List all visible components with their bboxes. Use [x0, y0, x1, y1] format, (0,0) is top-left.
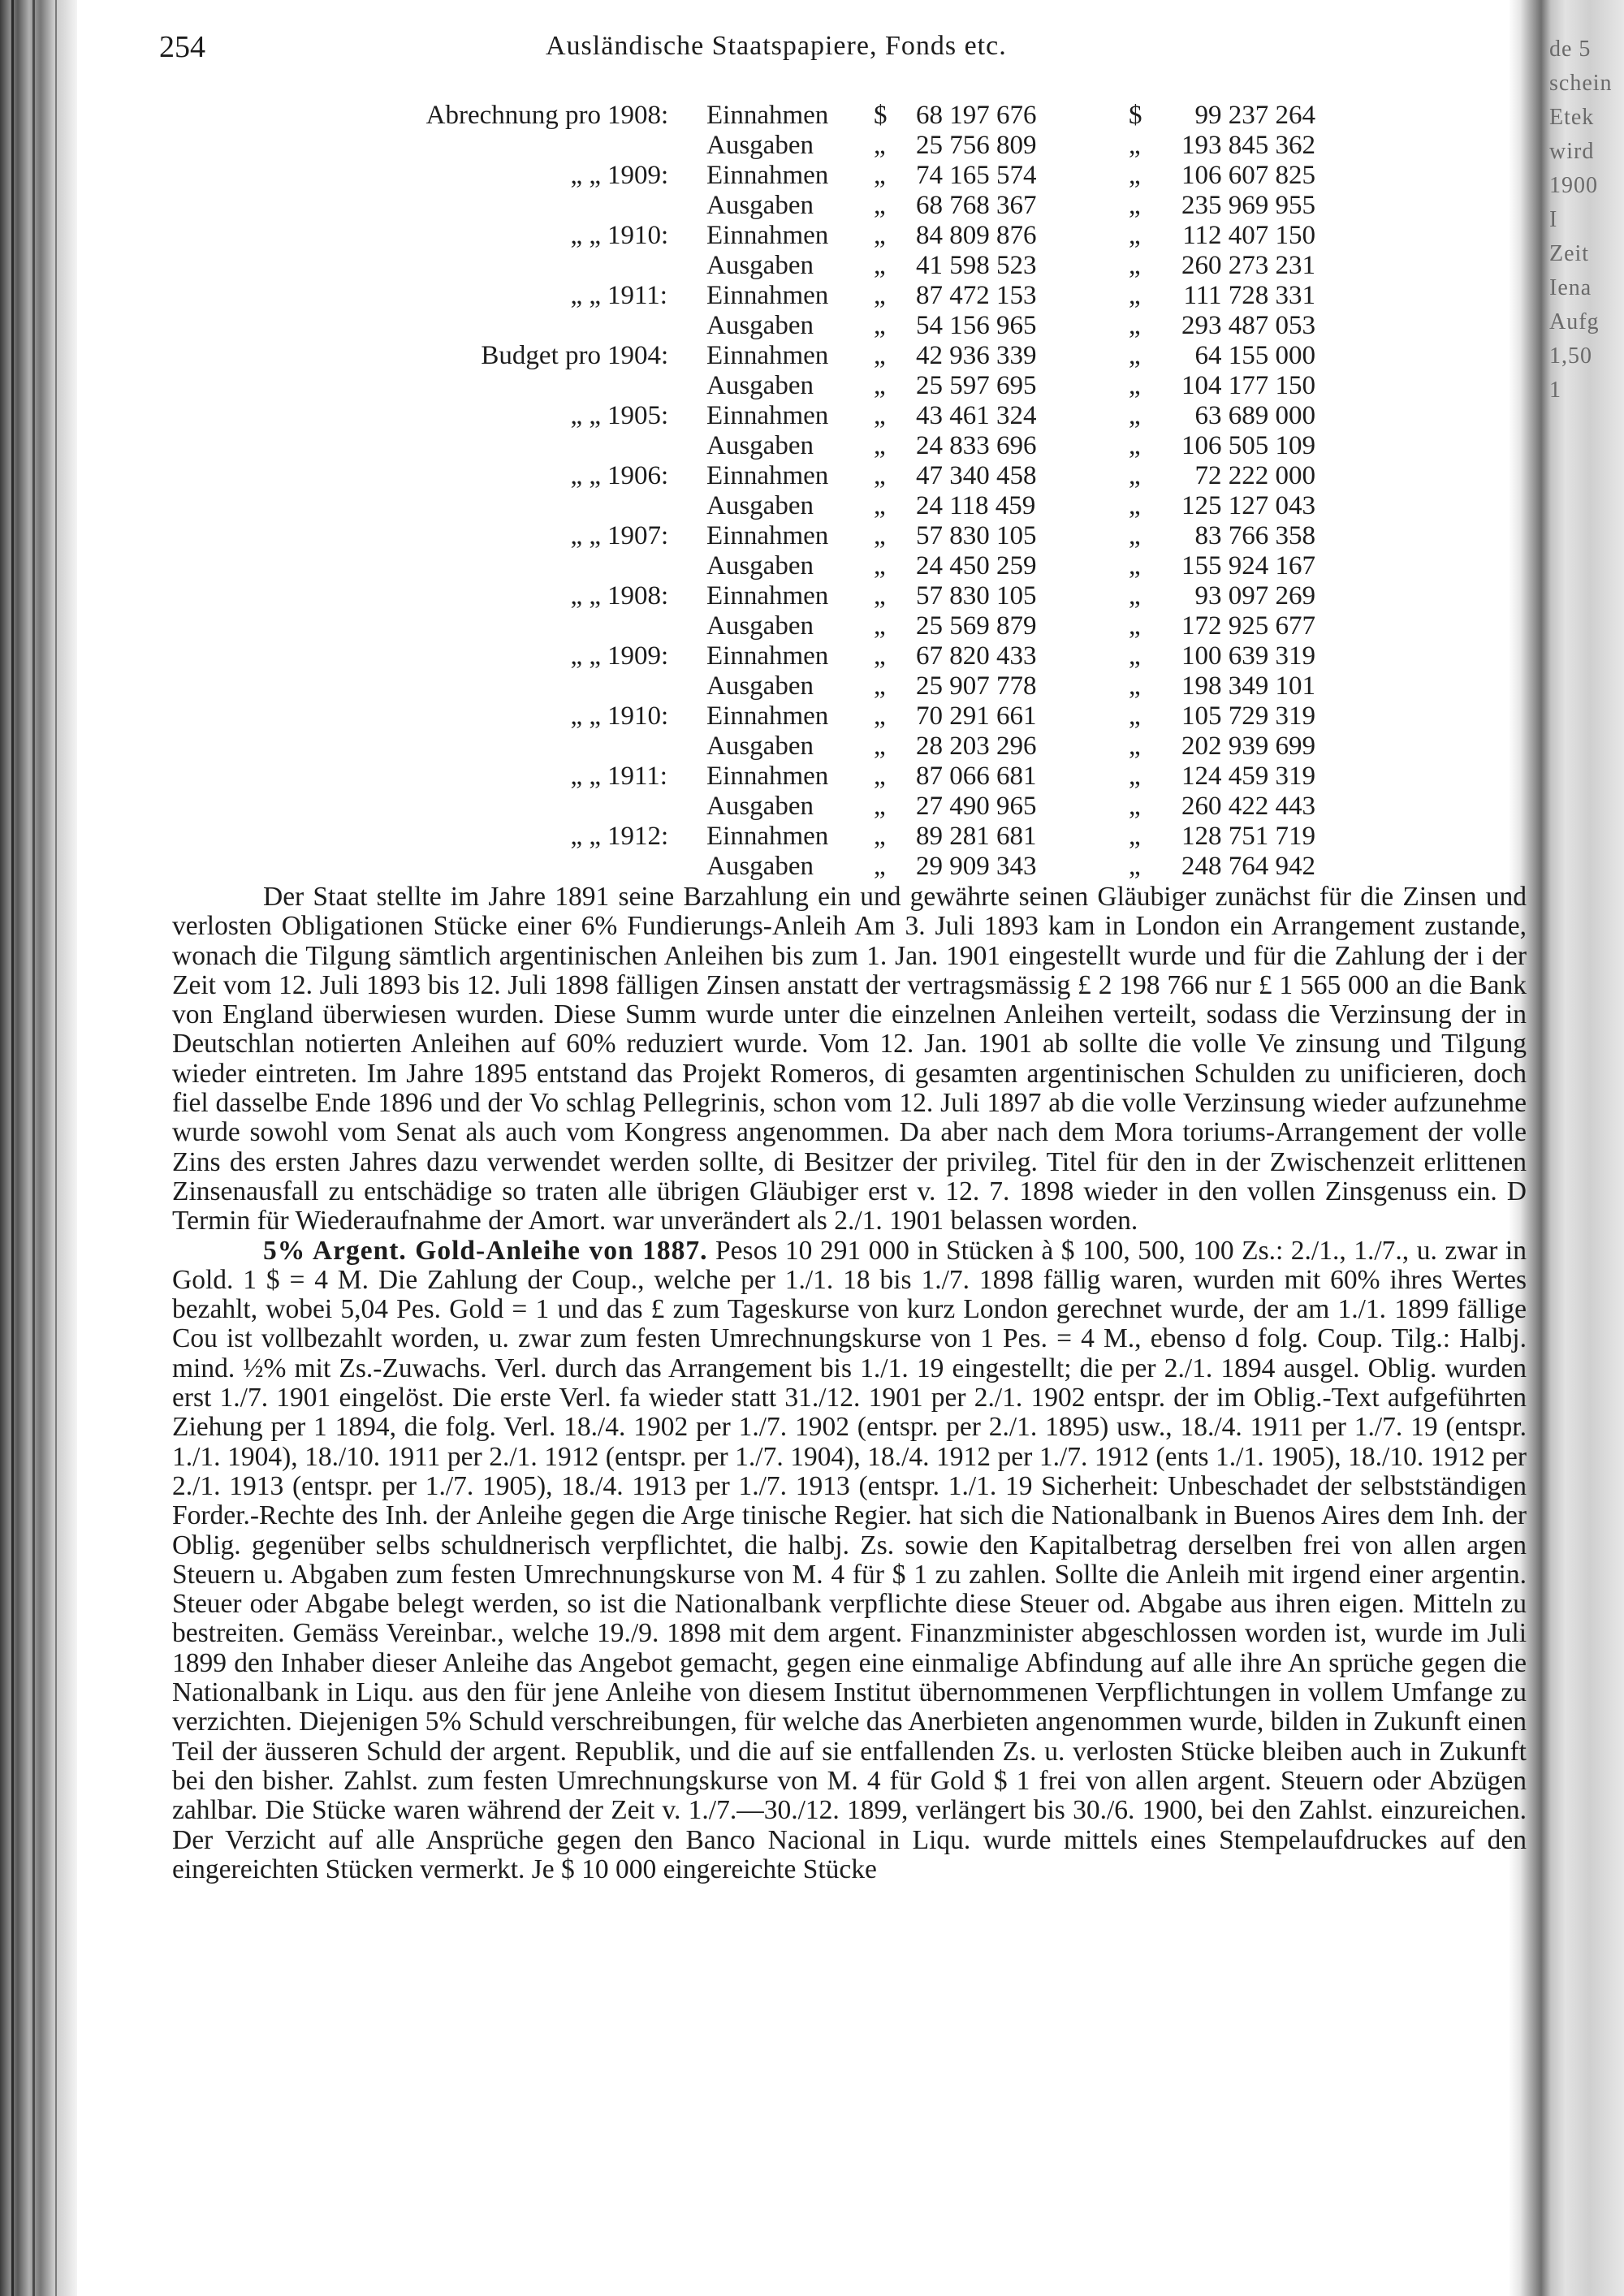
currency-mark-2: „: [1129, 401, 1141, 430]
value-col-1: 42 936 339: [916, 341, 1037, 370]
currency-mark-1: „: [874, 611, 886, 641]
margin-fragment: Etek: [1549, 105, 1595, 130]
value-col-2: 128 751 719: [1181, 822, 1315, 851]
currency-mark-1: „: [874, 732, 886, 761]
value-col-1: 74 165 574: [916, 161, 1037, 190]
currency-mark-1: „: [874, 221, 886, 250]
next-page-text-fragments: [1549, 32, 1624, 408]
row-kind: „ „: [570, 521, 601, 550]
currency-mark-2: „: [1129, 762, 1141, 791]
value-col-1: 27 490 965: [916, 792, 1037, 821]
row-kind: „ „: [570, 762, 601, 791]
value-col-2: 172 925 677: [1181, 611, 1315, 641]
value-col-2: 93 097 269: [1194, 581, 1315, 611]
finance-row: [0, 852, 1527, 882]
currency-mark-2: „: [1129, 641, 1141, 671]
finance-row: [0, 311, 1527, 341]
finance-row: [0, 671, 1527, 701]
value-col-2: 105 729 319: [1181, 701, 1315, 731]
finance-row: [0, 191, 1527, 221]
currency-mark-1: „: [874, 191, 886, 220]
margin-fragment: wird: [1549, 139, 1595, 164]
row-year: 1910:: [607, 221, 669, 250]
value-col-1: 89 281 681: [916, 822, 1037, 851]
row-kind: „ „: [570, 641, 601, 671]
currency-mark-2: „: [1129, 311, 1141, 340]
row-kind: Abrechnung pro: [425, 101, 601, 130]
row-kind: „ „: [570, 401, 601, 430]
currency-mark-1: „: [874, 431, 886, 460]
currency-mark-1: „: [874, 671, 886, 701]
finance-row: [0, 611, 1527, 641]
currency-mark-2: „: [1129, 341, 1141, 370]
row-label: Einnahmen: [706, 822, 829, 851]
value-col-1: 70 291 661: [916, 701, 1037, 731]
value-col-1: 67 820 433: [916, 641, 1037, 671]
row-label: Ausgaben: [706, 371, 814, 400]
row-label: Einnahmen: [706, 701, 829, 731]
value-col-1: 84 809 876: [916, 221, 1037, 250]
finance-row: [0, 581, 1527, 611]
row-label: Einnahmen: [706, 281, 829, 310]
finance-row: [0, 281, 1527, 311]
running-title: Ausländische Staatspapiere, Fonds etc.: [546, 31, 1007, 61]
row-label: Ausgaben: [706, 131, 814, 160]
value-col-1: 24 118 459: [916, 491, 1036, 520]
finance-row: [0, 701, 1527, 732]
loan-text: Pesos 10 291 000 in Stücken à $ 100, 500, 100 Zs.: 2./1., 1./7., u. zwar in Gold. 1 $ = 4 M. Die Zahlung der Coup., welche per 1./1. 18 bis 1./7. 1898 fällig waren, wurden mit 60% ihres Wertes bezahlt, wobei 5,04 Pes. Gold = 1 und das £ zum Tageskurse von kurz London gerechnet wurde, der am 1./1. 1899 fällige Cou ist vollbezahlt worden, u. zwar zum festen Umrechnungskurse von 1 Pes. = 4 M., ebenso d folg. Coup. Tilg.: Halbj. mind. ½% mit Zs.-Zuwachs. Verl. durch das Arrangement bis 1./1. 19 eingestellt; die per 2./1. 1894 ausgel. Oblig. wurden erst 1./7. 1901 eingelöst. Die erste Verl. fa wieder statt 31./12. 1901 per 2./1. 1902 entspr. der im Oblig.-Text aufgeführten Ziehung per 1 1894, die folg. Verl. 18./4. 1902 per 1./7. 1902 (entspr. per 2./1. 1895) usw., 18./4. 1911 per 1./7. 19 (entspr. 1./1. 1904), 18./10. 1911 per 2./1. 1912 (entspr. per 1./7. 1904), 18./4. 1912 per 1./7. 1912 (ents 1./1. 1905), 18./10. 1912 per 2./1. 1913 (entspr. per 1./7. 1905), 18./4. 1913 per 1./7. 1913 (entspr. 1./1. 19 Sicherheit: Unbeschadet der selbstständigen Forder.-Rechte des Inh. der Anleihe gegen die Arge tinische Regier. hat sich die Nationalbank in Buenos Aires dem Inh. der Oblig. gegenüber selbs schuldnerisch verpflichtet, die halbj. Zs. sowie den Kapitalbetrag derselben frei von allen argen Steuern u. Abgaben zum festen Umrechnungskurse von M. 4 für $ 1 zu zahlen. Sollte die Anleih mit irgend einer argentin. Steuer oder Abgabe belegt werden, so ist die Nationalbank verpflichte diese Steuer od. Abgabe aus ihren eigen. Mitteln zu bestreiten. Gemäss Vereinbar., welche 19./9. 1898 mit dem argent. Finanzminister abgeschlossen worden ist, wurde im Juli 1899 den Inhaber dieser Anleihe das Angebot gemacht, gegen eine einmalige Abfindung auf alle ihre An sprüche gegen die Nationalbank in Liqu. aus den für jene Anleihe von diesem Institut übernommenen Verpflichtungen in vollem Umfange zu verzichten. Diejenigen 5% Schuld verschreibungen, für welche das Anerbieten angenommen wurde, bilden in Zukunft einen Teil der äusseren Schuld der argent. Republik, und die auf sie entfallenden Zs. u. verlosten Stücke bleiben auch in Zukunft bei den bisher. Zahlst. zum festen Umrechnungskurse von M. 4 für Gold $ 1 frei von allen argent. Steuern oder Abzügen zahlbar. Die Stücke waren während der Zeit v. 1./7.—30./12. 1899, verlängert bis 30./6. 1900, bei den Zahlst. einzureichen. Der Verzicht auf alle Ansprüche gegen den Banco Nacional in Liqu. wurde mittels eines Stempelaufdruckes auf den eingereichten Stücken vermerkt. Je $ 10 000 eingereichte Stücke: [172, 1235, 1527, 1884]
row-year: 1911:: [607, 762, 667, 791]
row-label: Ausgaben: [706, 311, 814, 340]
margin-fragment: Iena: [1549, 275, 1592, 300]
currency-mark-1: „: [874, 762, 886, 791]
currency-mark-1: „: [874, 401, 886, 430]
row-kind: „ „: [570, 221, 601, 250]
currency-mark-1: „: [874, 822, 886, 851]
finance-row: [0, 431, 1527, 461]
finance-table: [0, 101, 1527, 882]
row-label: Ausgaben: [706, 671, 814, 701]
row-label: Ausgaben: [706, 191, 814, 220]
row-label: Ausgaben: [706, 611, 814, 641]
value-col-2: 83 766 358: [1194, 521, 1315, 550]
currency-mark-2: „: [1129, 491, 1141, 520]
currency-mark-2: „: [1129, 792, 1141, 821]
row-label: Ausgaben: [706, 251, 814, 280]
value-col-1: 25 907 778: [916, 671, 1037, 701]
value-col-1: 68 197 676: [916, 101, 1037, 130]
value-col-2: 112 407 150: [1182, 221, 1315, 250]
currency-mark-2: „: [1129, 191, 1141, 220]
value-col-1: 68 768 367: [916, 191, 1037, 220]
finance-row: [0, 251, 1527, 281]
value-col-1: 25 597 695: [916, 371, 1037, 400]
finance-row: [0, 341, 1527, 371]
currency-mark-2: „: [1129, 521, 1141, 550]
value-col-1: 28 203 296: [916, 732, 1037, 761]
row-label: Einnahmen: [706, 341, 829, 370]
value-col-1: 29 909 343: [916, 852, 1037, 881]
margin-fragment: schein: [1549, 71, 1613, 96]
currency-mark-1: „: [874, 521, 886, 550]
currency-mark-1: „: [874, 792, 886, 821]
value-col-1: 57 830 105: [916, 581, 1037, 611]
row-kind: „ „: [570, 461, 601, 490]
value-col-2: 106 505 109: [1181, 431, 1315, 460]
currency-mark-2: „: [1129, 221, 1141, 250]
value-col-2: 63 689 000: [1194, 401, 1315, 430]
currency-mark-2: „: [1129, 461, 1141, 490]
value-col-2: 100 639 319: [1181, 641, 1315, 671]
row-label: Einnahmen: [706, 641, 829, 671]
finance-row: [0, 732, 1527, 762]
row-label: Ausgaben: [706, 551, 814, 580]
value-col-2: 260 273 231: [1181, 251, 1315, 280]
value-col-2: 125 127 043: [1181, 491, 1315, 520]
currency-mark-1: $: [874, 101, 888, 130]
value-col-2: 198 349 101: [1181, 671, 1315, 701]
currency-mark-2: „: [1129, 671, 1141, 701]
currency-mark-1: „: [874, 461, 886, 490]
currency-mark-2: „: [1129, 822, 1141, 851]
row-label: Einnahmen: [706, 161, 829, 190]
value-col-1: 24 450 259: [916, 551, 1037, 580]
finance-row: [0, 792, 1527, 822]
value-col-1: 54 156 965: [916, 311, 1037, 340]
currency-mark-1: „: [874, 281, 886, 310]
margin-fragment: de 5: [1549, 37, 1592, 62]
value-col-1: 24 833 696: [916, 431, 1037, 460]
row-label: Ausgaben: [706, 852, 814, 881]
row-label: Einnahmen: [706, 221, 829, 250]
currency-mark-2: „: [1129, 161, 1141, 190]
row-year: 1909:: [607, 161, 669, 190]
currency-mark-2: „: [1129, 551, 1141, 580]
paragraph-state-history: Der Staat stellte im Jahre 1891 seine Barzahlung ein und gewährte seinen Gläubiger zunächst für die Zinsen und verlosten Obligationen Stücke einer 6% Fundierungs-Anleih Am 3. Juli 1893 kam in London ein Arrangement zustande, wonach die Tilgung sämtlich argentinischen Anleihen bis zum 1. Jan. 1901 eingestellt wurde und für die Zahlung der i der Zeit vom 12. Juli 1893 bis 12. Juli 1898 fälligen Zinsen anstatt der vertragsmässig £ 2 198 766 nur £ 1 565 000 an die Bank von England überwiesen wurden. Diese Summ wurde unter die einzelnen Anleihen verteilt, sodass die Verzinsung der in Deutschlan notierten Anleihen auf 60% reduziert wurde. Vom 12. Jan. 1901 ab sollte die volle Ve zinsung und Tilgung wieder eintreten. Im Jahre 1895 entstand das Projekt Romeros, di gesamten argentinischen Schulden zu unificieren, doch fiel dasselbe Ende 1896 und der Vo schlag Pellegrinis, schon vom 12. Juli 1897 ab die volle Verzinsung wieder aufzunehme wurde sowohl vom Senat als auch vom Kongress angenommen. Da aber nach dem Mora toriums-Arrangement der volle Zins des ersten Jahres dazu verwendet werden sollte, di Besitzer der privileg. Titel für den in der Zwischenzeit erlittenen Zinsenausfall zu entschädige so traten alle übrigen Gläubiger erst v. 12. 7. 1898 wieder in den vollen Zinsgenuss ein. D Termin für Wiederaufnahme der Amort. war unverändert als 2./1. 1901 belassen worden.: [172, 883, 1527, 1236]
currency-mark-1: „: [874, 701, 886, 731]
value-col-2: 193 845 362: [1181, 131, 1315, 160]
row-kind: „ „: [570, 701, 601, 731]
finance-row: [0, 101, 1527, 131]
value-col-2: 104 177 150: [1181, 371, 1315, 400]
row-kind: „ „: [570, 822, 601, 851]
row-year: 1906:: [607, 461, 669, 490]
value-col-2: 99 237 264: [1194, 101, 1315, 130]
row-label: Ausgaben: [706, 732, 814, 761]
finance-row: [0, 461, 1527, 491]
finance-row: [0, 131, 1527, 161]
page-number: 254: [159, 30, 205, 64]
currency-mark-1: „: [874, 371, 886, 400]
value-col-1: 41 598 523: [916, 251, 1037, 280]
value-col-2: 72 222 000: [1194, 461, 1315, 490]
value-col-1: 57 830 105: [916, 521, 1037, 550]
currency-mark-1: „: [874, 131, 886, 160]
row-kind: Budget pro: [481, 341, 601, 370]
row-year: 1908:: [607, 101, 669, 130]
finance-row: [0, 762, 1527, 792]
margin-fragment: Aufg: [1549, 309, 1600, 334]
finance-row: [0, 161, 1527, 191]
row-year: 1905:: [607, 401, 669, 430]
value-col-1: 25 756 809: [916, 131, 1037, 160]
finance-row: [0, 401, 1527, 431]
row-year: 1910:: [607, 701, 669, 731]
currency-mark-1: „: [874, 551, 886, 580]
finance-row: [0, 822, 1527, 852]
row-year: 1911:: [607, 281, 667, 310]
value-col-1: 43 461 324: [916, 401, 1037, 430]
currency-mark-2: „: [1129, 732, 1141, 761]
paragraph-gold-loan: [172, 1236, 1527, 1885]
value-col-2: 155 924 167: [1181, 551, 1315, 580]
finance-row: [0, 521, 1527, 551]
currency-mark-1: „: [874, 641, 886, 671]
finance-row: [0, 491, 1527, 521]
row-label: Einnahmen: [706, 581, 829, 611]
row-kind: „ „: [570, 281, 601, 310]
currency-mark-2: „: [1129, 852, 1141, 881]
value-col-1: 47 340 458: [916, 461, 1037, 490]
row-year: 1912:: [607, 822, 669, 851]
value-col-2: 124 459 319: [1181, 762, 1315, 791]
margin-fragment: 1: [1549, 378, 1561, 403]
margin-fragment: 1,50: [1549, 343, 1592, 369]
currency-mark-2: „: [1129, 431, 1141, 460]
loan-heading: 5% Argent. Gold-Anleihe von 1887.: [263, 1235, 708, 1266]
value-col-2: 106 607 825: [1181, 161, 1315, 190]
value-col-2: 111 728 331: [1183, 281, 1315, 310]
currency-mark-1: „: [874, 852, 886, 881]
value-col-1: 25 569 879: [916, 611, 1037, 641]
row-year: 1908:: [607, 581, 669, 611]
finance-row: [0, 551, 1527, 581]
row-year: 1904:: [607, 341, 669, 370]
currency-mark-2: $: [1129, 101, 1142, 130]
margin-fragment: 1900: [1549, 173, 1598, 198]
row-year: 1907:: [607, 521, 669, 550]
finance-row: [0, 221, 1527, 251]
row-label: Einnahmen: [706, 521, 829, 550]
value-col-2: 202 939 699: [1181, 732, 1315, 761]
currency-mark-2: „: [1129, 701, 1141, 731]
currency-mark-2: „: [1129, 581, 1141, 611]
currency-mark-1: „: [874, 251, 886, 280]
row-label: Einnahmen: [706, 401, 829, 430]
currency-mark-2: „: [1129, 371, 1141, 400]
margin-fragment: Zeit: [1549, 241, 1590, 266]
value-col-2: 235 969 955: [1181, 191, 1315, 220]
currency-mark-2: „: [1129, 281, 1141, 310]
row-label: Einnahmen: [706, 101, 829, 130]
row-kind: „ „: [570, 161, 601, 190]
value-col-2: 260 422 443: [1181, 792, 1315, 821]
currency-mark-1: „: [874, 341, 886, 370]
finance-row: [0, 371, 1527, 401]
value-col-1: 87 066 681: [916, 762, 1037, 791]
currency-mark-1: „: [874, 161, 886, 190]
row-label: Ausgaben: [706, 491, 814, 520]
finance-row: [0, 641, 1527, 671]
value-col-2: 293 487 053: [1181, 311, 1315, 340]
value-col-2: 64 155 000: [1194, 341, 1315, 370]
currency-mark-1: „: [874, 491, 886, 520]
margin-fragment: I: [1549, 207, 1558, 232]
currency-mark-2: „: [1129, 611, 1141, 641]
value-col-2: 248 764 942: [1181, 852, 1315, 881]
row-label: Einnahmen: [706, 762, 829, 791]
value-col-1: 87 472 153: [916, 281, 1037, 310]
body-text: [172, 883, 1527, 2230]
row-kind: „ „: [570, 581, 601, 611]
row-label: Ausgaben: [706, 792, 814, 821]
currency-mark-1: „: [874, 311, 886, 340]
currency-mark-2: „: [1129, 251, 1141, 280]
currency-mark-2: „: [1129, 131, 1141, 160]
row-label: Ausgaben: [706, 431, 814, 460]
row-year: 1909:: [607, 641, 669, 671]
row-label: Einnahmen: [706, 461, 829, 490]
currency-mark-1: „: [874, 581, 886, 611]
